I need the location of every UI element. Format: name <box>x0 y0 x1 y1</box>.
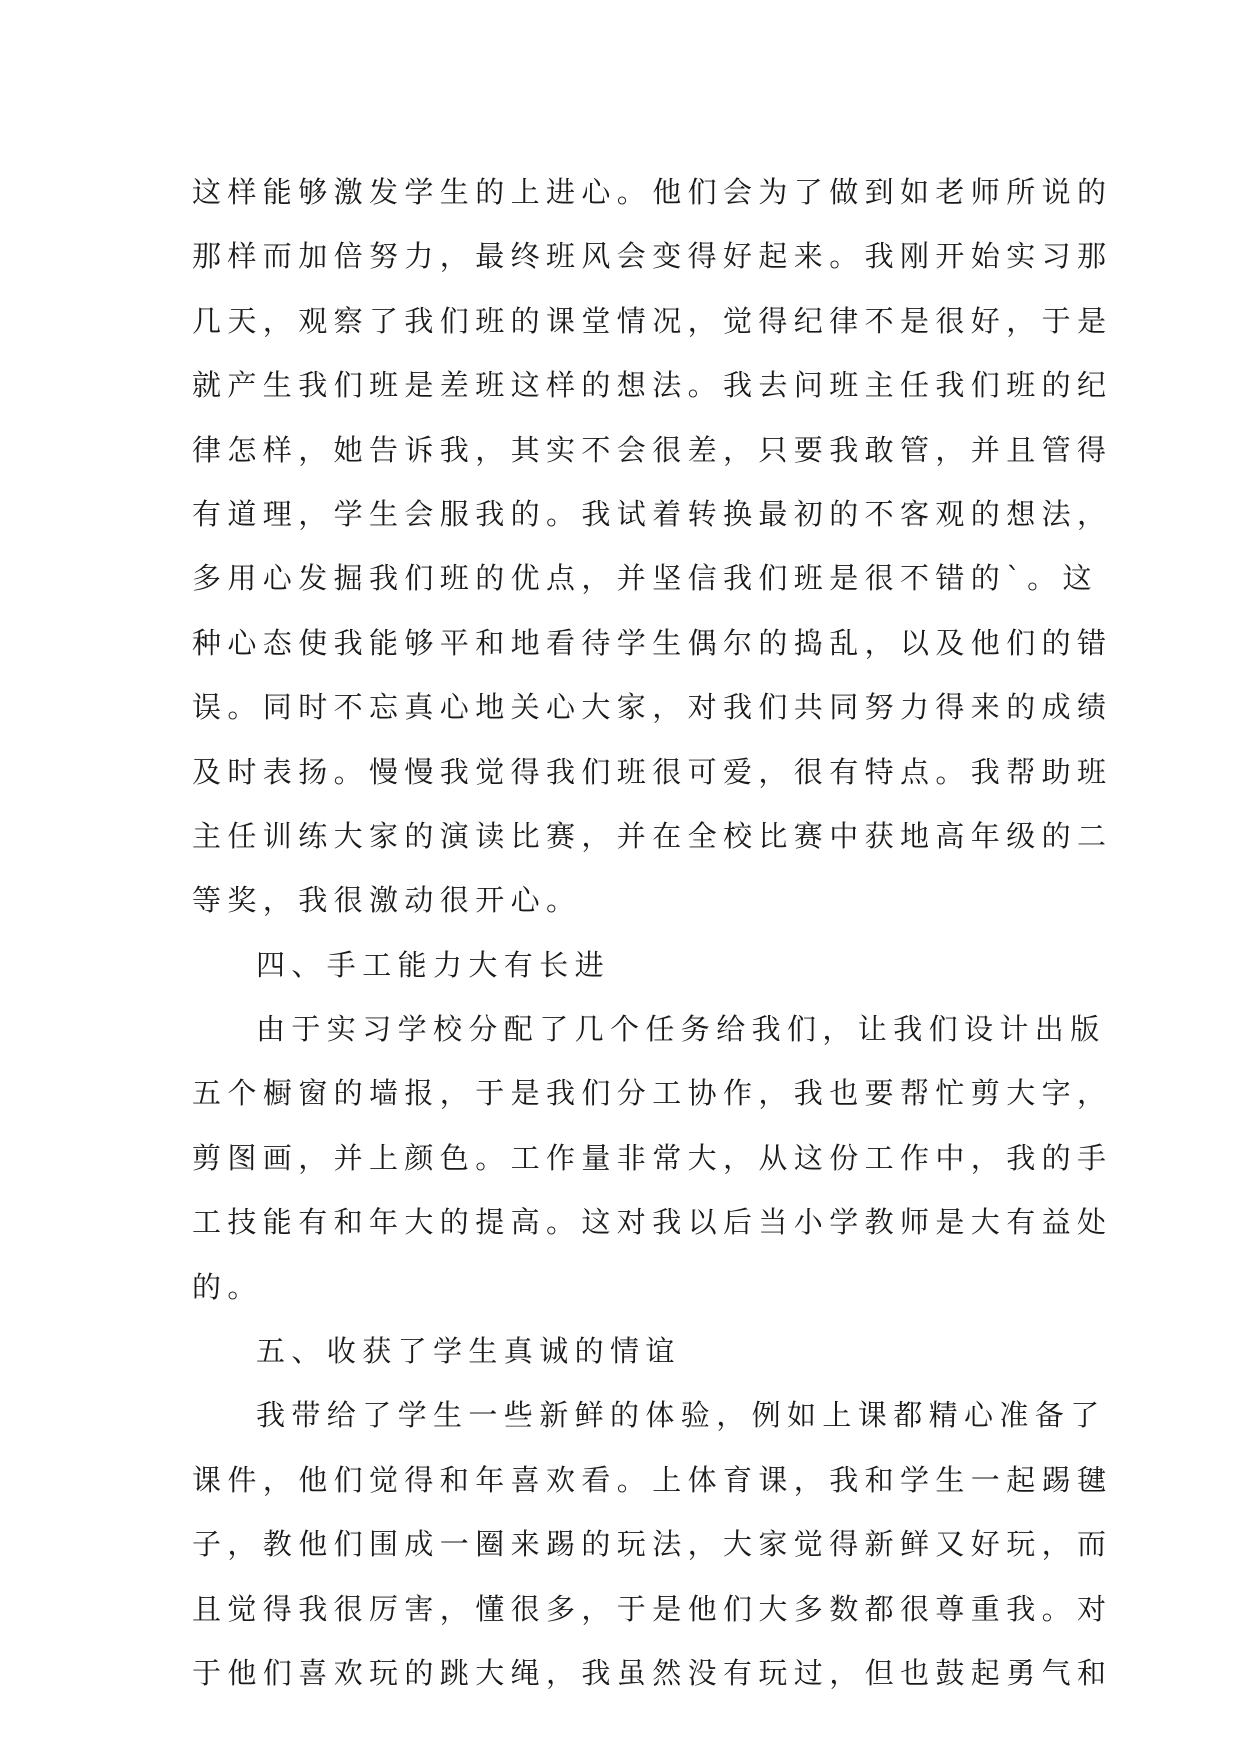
text-line: 工技能有和年大的提高。这对我以后当小学教师是大有益处 <box>192 1205 1113 1240</box>
document-body <box>192 160 1113 1705</box>
text-line: 且觉得我很厉害，懂很多，于是他们大多数都很尊重我。对 <box>192 1591 1113 1626</box>
text-line: 主任训练大家的演读比赛，并在全校比赛中获地高年级的二 <box>192 818 1113 853</box>
text-line: 误。同时不忘真心地关心大家，对我们共同努力得来的成绩 <box>192 690 1113 725</box>
section-heading: 五、收获了学生真诚的情谊 <box>256 1334 681 1369</box>
text-line: 有道理，学生会服我的。我试着转换最初的不客观的想法， <box>192 496 1113 531</box>
text-line: 就产生我们班是差班这样的想法。我去问班主任我们班的纪 <box>192 368 1113 403</box>
text-line: 于他们喜欢玩的跳大绳，我虽然没有玩过，但也鼓起勇气和 <box>192 1655 1113 1690</box>
text-line: 等奖，我很激动很开心。 <box>192 883 582 918</box>
text-line: 那样而加倍努力，最终班风会变得好起来。我刚开始实习那 <box>192 239 1113 274</box>
text-line: 五个橱窗的墙报，于是我们分工协作，我也要帮忙剪大字， <box>192 1076 1113 1111</box>
text-line: 种心态使我能够平和地看待学生偶尔的捣乱，以及他们的错 <box>192 625 1113 660</box>
text-line: 几天，观察了我们班的课堂情况，觉得纪律不是很好，于是 <box>192 303 1113 338</box>
section-heading: 四、手工能力大有长进 <box>256 947 611 982</box>
text-line: 剪图画，并上颜色。工作量非常大，从这份工作中，我的手 <box>192 1140 1113 1175</box>
paragraph-first-line: 我带给了学生一些新鲜的体验，例如上课都精心准备了 <box>256 1398 1106 1433</box>
paragraph-first-line: 由于实习学校分配了几个任务给我们，让我们设计出版 <box>256 1012 1106 1047</box>
text-line: 及时表扬。慢慢我觉得我们班很可爱，很有特点。我帮助班 <box>192 754 1113 789</box>
text-line: 多用心发掘我们班的优点，并坚信我们班是很不错的`。这 <box>192 561 1098 596</box>
text-line: 子，教他们围成一圈来踢的玩法，大家觉得新鲜又好玩，而 <box>192 1527 1113 1562</box>
text-line: 律怎样，她告诉我，其实不会很差，只要我敢管，并且管得 <box>192 432 1113 467</box>
text-line: 课件，他们觉得和年喜欢看。上体育课，我和学生一起踢毽 <box>192 1462 1113 1497</box>
text-line: 这样能够激发学生的上进心。他们会为了做到如老师所说的 <box>192 175 1113 209</box>
text-line: 的。 <box>192 1269 263 1304</box>
